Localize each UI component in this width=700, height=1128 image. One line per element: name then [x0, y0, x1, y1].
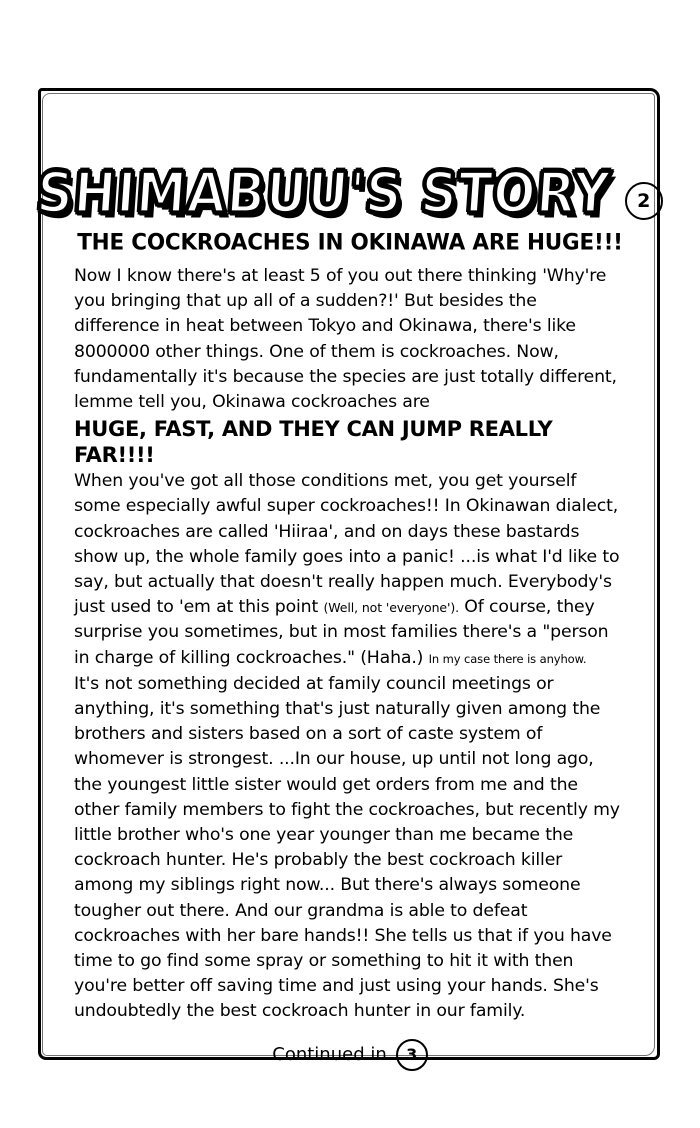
aside-1: (Well, not 'everyone'). — [323, 600, 459, 616]
footer-label: Continued in — [272, 1044, 387, 1066]
paragraph-2-block — [74, 469, 626, 672]
panel-content — [34, 112, 651, 1066]
footer — [74, 1039, 626, 1071]
paragraph-3: Of course, they surprise you sometimes, but in most families there's a "person in charge of killing cockroaches." (Haha.) — [74, 597, 609, 668]
title-row — [34, 160, 651, 226]
aside-2: In my case there is anyhow. — [428, 651, 587, 666]
page-title: SHIMABUU'S STORY — [34, 160, 614, 226]
paragraph-1: Now I know there's at least 5 of you out there thinking 'Why're you bringing that up all of a sudden?!' But besides the difference in heat between Tokyo and Okinawa, there's like 8000000 other things. One of them is cockroaches. Now, fundamentally it's because the species are just totally different, lemme tell you, Okinawa cockroaches are — [74, 266, 617, 413]
headline: THE COCKROACHES IN OKINAWA ARE HUGE!!! — [77, 229, 623, 256]
paragraph-2: When you've got all those conditions met, you get yourself some especially awful super cockroaches!! In Okinawan dialect, cockroaches are called 'Hiiraa', and on days these bastards show up, the whole family goes into a panic! ...is what I'd like to say, but actually that doesn't really happen much. Everybody's just used to 'em at this point — [74, 471, 620, 618]
footer-number-badge: 3 — [396, 1039, 428, 1071]
body-text — [74, 264, 626, 1025]
shout-line: HUGE, FAST, AND THEY CAN JUMP REALLY FAR!!!! — [74, 417, 553, 468]
chapter-number-badge: 2 — [625, 182, 663, 220]
paragraph-4: It's not something decided at family council meetings or anything, it's something that's just naturally given among the brothers and sisters based on a sort of caste system of whomever is strongest. ...In our house, up until not long ago, the youngest little sister would get orders from me and the other family members to fight the cockroaches, but recently my little brother who's one year younger than me became the cockroach hunter. He's probably the best cockroach killer among my siblings right now... But there's always someone tougher out there. And our grandma is able to defeat cockroaches with her bare hands!! She tells us that if you have time to go find some spray or something to hit it with then you're better off saving time and just using your hands. She's undoubtedly the best cockroach hunter in our family. — [74, 673, 620, 1022]
